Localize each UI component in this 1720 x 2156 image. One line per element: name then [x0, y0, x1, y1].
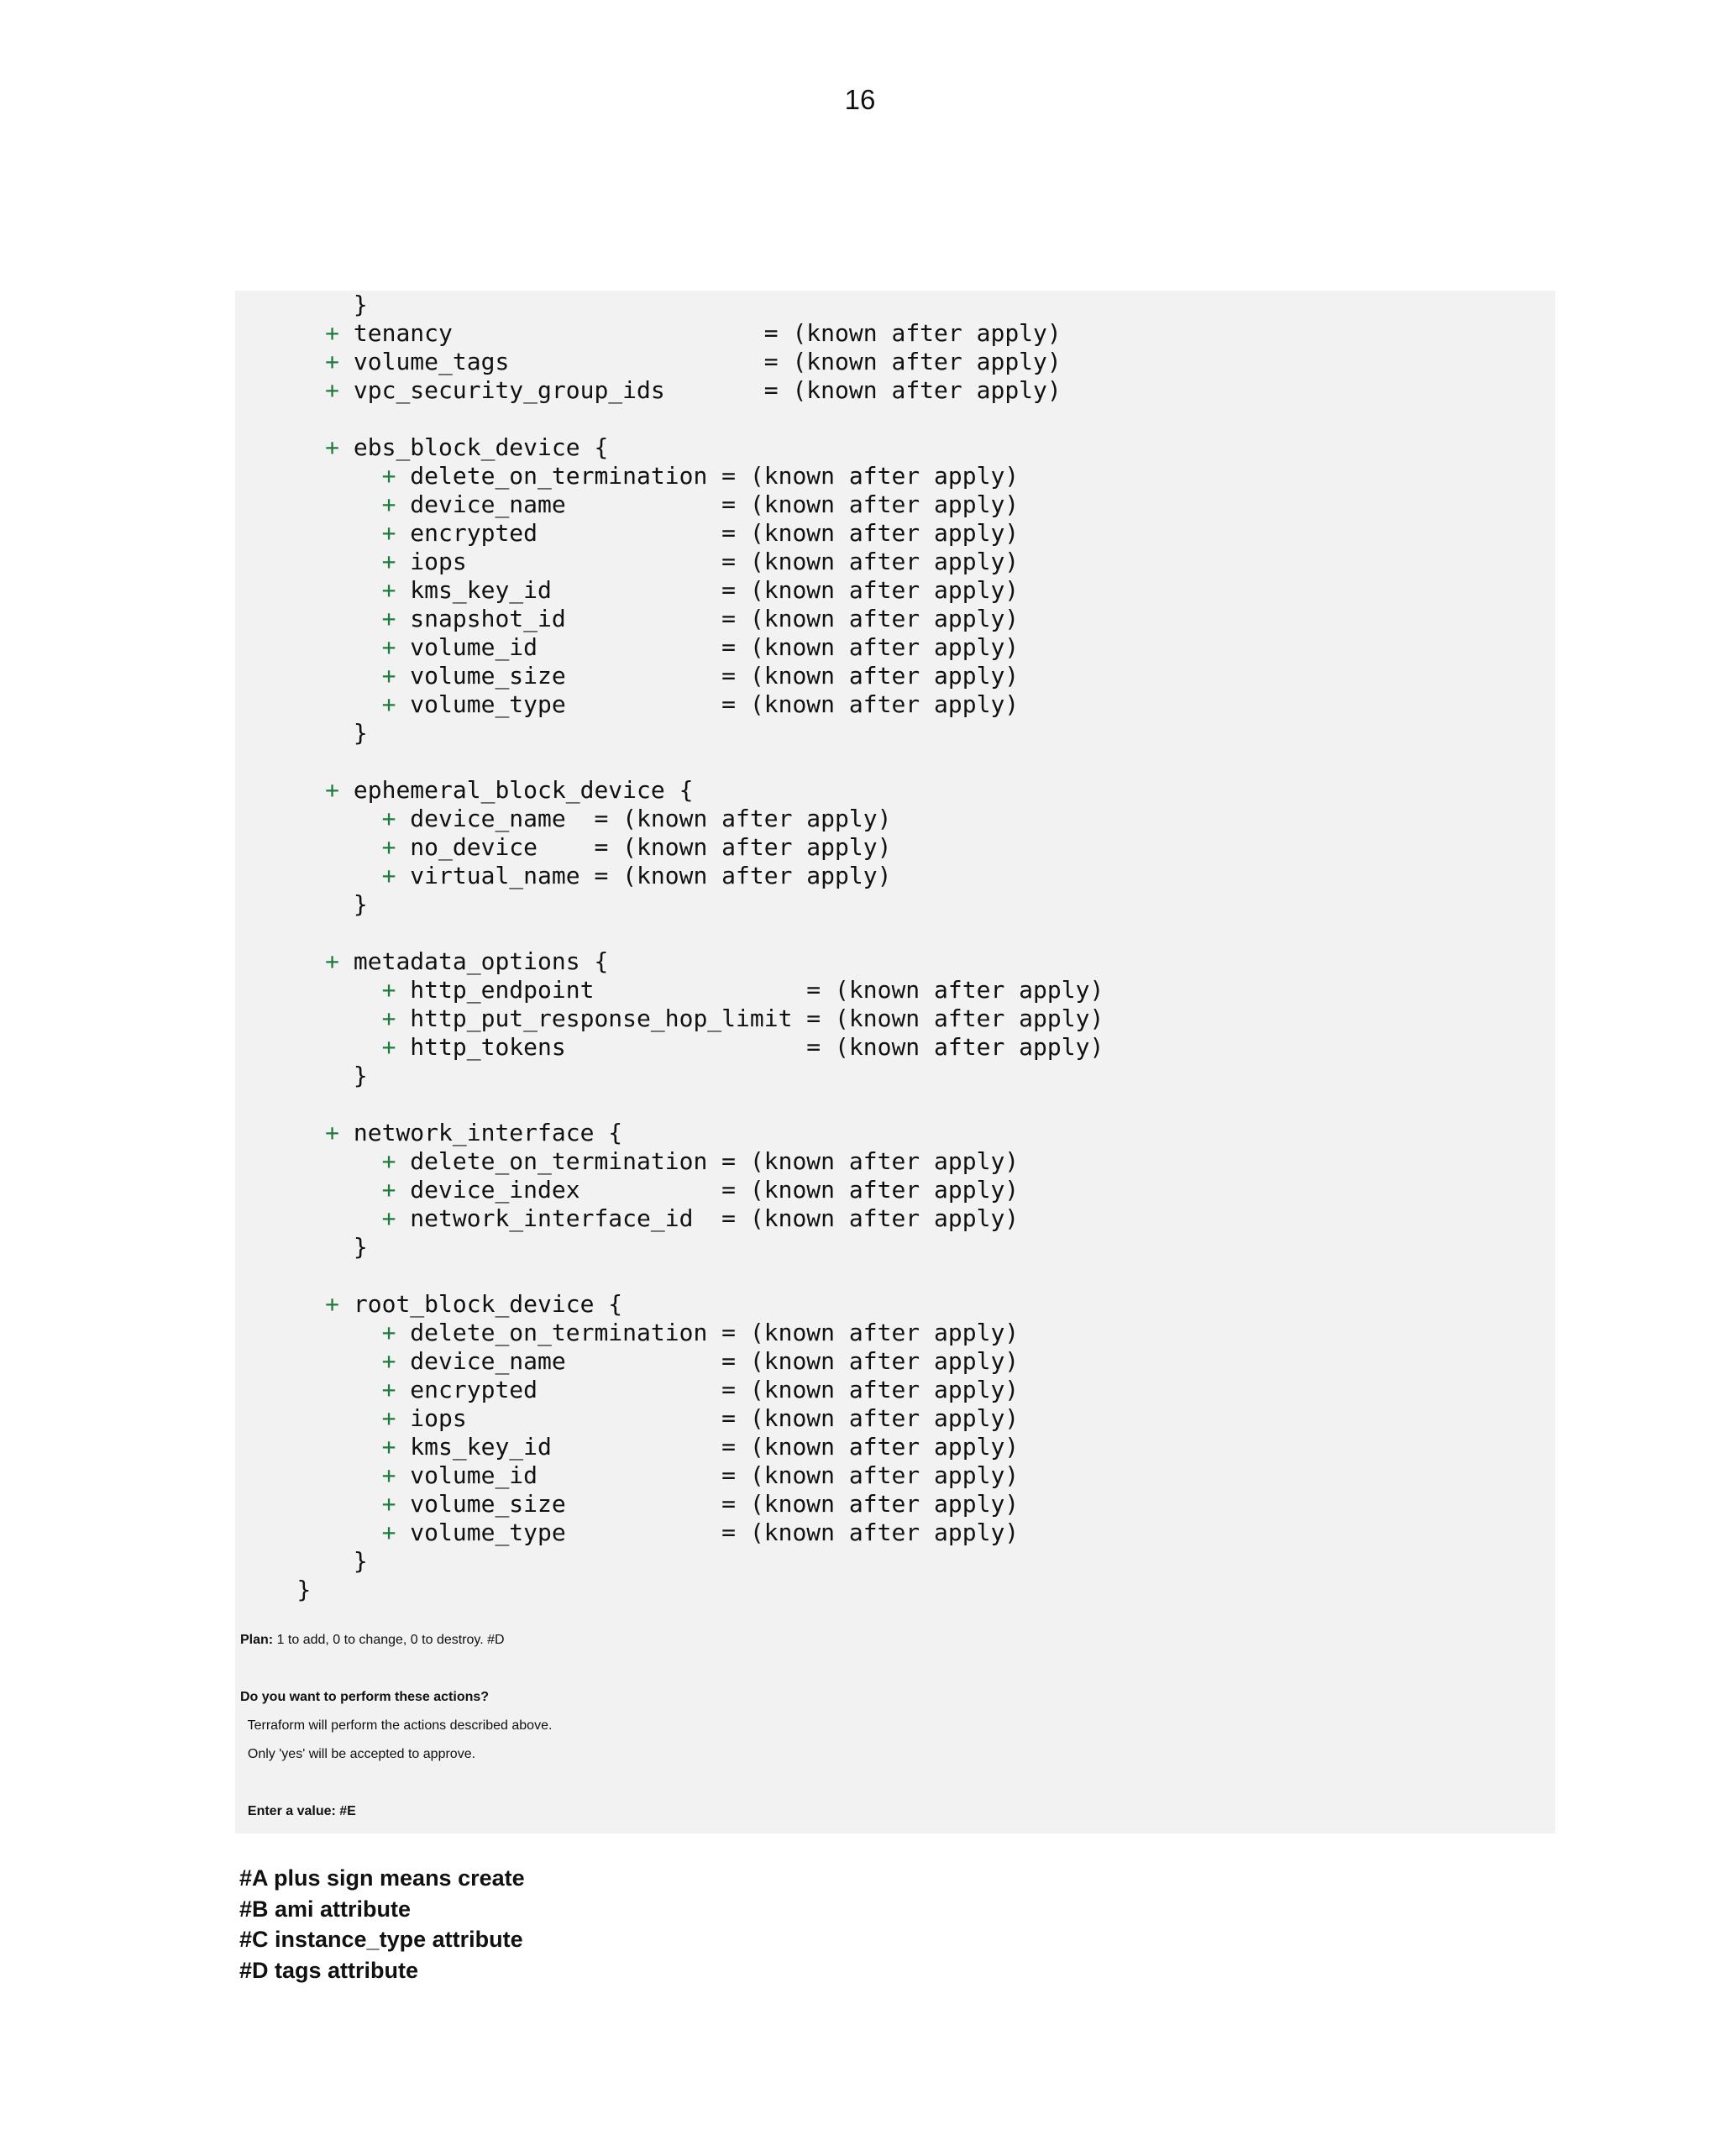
plus-sign: + [381, 605, 396, 632]
code-line [240, 605, 1555, 633]
code-line [240, 662, 1555, 690]
code-text: volume_size = (known after apply) [396, 1490, 1020, 1518]
code-line [240, 1033, 1555, 1062]
code-line [240, 1062, 1555, 1090]
confirm-question: Do you want to perform these actions? [240, 1690, 490, 1704]
plus-sign: + [381, 1147, 396, 1175]
plus-sign: + [381, 833, 396, 861]
code-text: delete_on_termination = (known after apply) [396, 462, 1020, 490]
plus-sign: + [325, 776, 340, 804]
plan-summary: 1 to add, 0 to change, 0 to destroy. #D [273, 1633, 505, 1647]
code-line [240, 490, 1555, 519]
code-line [240, 319, 1555, 348]
code-line [240, 1147, 1555, 1176]
blank-line [240, 405, 1555, 433]
plus-sign: + [381, 690, 396, 718]
plan-label: Plan: [240, 1633, 274, 1647]
plus-sign: + [325, 348, 340, 375]
plus-sign: + [381, 548, 396, 575]
plus-sign: + [381, 862, 396, 889]
code-text: } [296, 1576, 312, 1603]
code-line [240, 1233, 1555, 1262]
page-number: 16 [844, 84, 876, 115]
code-text: volume_type = (known after apply) [396, 690, 1020, 718]
plus-sign: + [381, 805, 396, 832]
code-line [240, 833, 1555, 862]
code-text: iops = (known after apply) [396, 548, 1020, 575]
code-line [240, 1005, 1555, 1033]
plus-sign: + [381, 1005, 396, 1032]
plus-sign: + [325, 319, 340, 347]
plus-sign: + [325, 1290, 340, 1318]
plus-sign: + [325, 433, 340, 461]
code-line [240, 633, 1555, 662]
code-text: snapshot_id = (known after apply) [396, 605, 1020, 632]
code-text: encrypted = (known after apply) [396, 1376, 1020, 1403]
plus-sign: + [381, 1519, 396, 1546]
code-text: iops = (known after apply) [396, 1404, 1020, 1432]
code-text: vpc_security_group_ids = (known after apply) [339, 376, 1062, 404]
code-text: } [353, 1062, 368, 1089]
plus-sign: + [325, 376, 340, 404]
code-line [240, 576, 1555, 605]
code-line [240, 1347, 1555, 1376]
plus-sign: + [381, 1461, 396, 1489]
blank-line [240, 1604, 1555, 1633]
plus-sign: + [381, 576, 396, 604]
code-text: http_put_response_hop_limit = (known after apply) [396, 1005, 1104, 1032]
plus-sign: + [381, 1433, 396, 1461]
code-line [240, 1319, 1555, 1347]
plus-sign: + [381, 976, 396, 1004]
code-line [240, 947, 1555, 976]
annotation-b: #B ami attribute [239, 1896, 412, 1922]
code-text: delete_on_termination = (known after apply) [396, 1319, 1020, 1346]
code-text: } [353, 890, 368, 918]
code-line [240, 690, 1555, 719]
plus-sign: + [381, 1033, 396, 1061]
code-line [240, 805, 1555, 833]
plus-sign: + [325, 947, 340, 975]
plus-sign: + [381, 662, 396, 690]
code-line [240, 1461, 1555, 1490]
code-line [240, 376, 1555, 405]
code-text: http_endpoint = (known after apply) [396, 976, 1104, 1004]
plus-sign: + [381, 1376, 396, 1403]
code-text: no_device = (known after apply) [396, 833, 892, 861]
code-line [240, 433, 1555, 462]
code-line [240, 1204, 1555, 1233]
code-text: root_block_device { [339, 1290, 623, 1318]
annotation-a: #A plus sign means create [239, 1865, 525, 1891]
code-line [240, 1433, 1555, 1461]
plus-sign: + [381, 490, 396, 518]
code-line [240, 1290, 1555, 1319]
blank-line [240, 919, 1555, 947]
plus-sign: + [381, 633, 396, 661]
blank-line [240, 1262, 1555, 1290]
code-line [240, 1404, 1555, 1433]
code-text: http_tokens = (known after apply) [396, 1033, 1104, 1061]
code-text: kms_key_id = (known after apply) [396, 1433, 1020, 1461]
code-line [240, 1547, 1555, 1576]
code-text: device_name = (known after apply) [396, 1347, 1020, 1375]
code-line [240, 1519, 1555, 1547]
plus-sign: + [381, 519, 396, 547]
code-text: volume_type = (known after apply) [396, 1519, 1020, 1546]
enter-value-prompt: Enter a value: #E [240, 1804, 356, 1818]
code-text: device_name = (known after apply) [396, 805, 892, 832]
code-line [240, 1176, 1555, 1204]
code-text: ebs_block_device { [339, 433, 609, 461]
code-text: device_name = (known after apply) [396, 490, 1020, 518]
blank-line [240, 748, 1555, 776]
code-text: } [353, 1547, 368, 1575]
code-text: volume_id = (known after apply) [396, 633, 1020, 661]
code-text: } [353, 291, 368, 318]
code-line [240, 1490, 1555, 1519]
code-line [240, 976, 1555, 1005]
code-line [240, 291, 1555, 319]
code-text: tenancy = (known after apply) [339, 319, 1062, 347]
plus-sign: + [381, 1404, 396, 1432]
code-text: encrypted = (known after apply) [396, 519, 1020, 547]
code-text: network_interface_id = (known after apply) [396, 1204, 1020, 1232]
code-text: ephemeral_block_device { [339, 776, 694, 804]
code-text: kms_key_id = (known after apply) [396, 576, 1020, 604]
code-text: metadata_options { [339, 947, 609, 975]
code-line [240, 348, 1555, 376]
code-line [240, 1576, 1555, 1604]
code-line [240, 719, 1555, 748]
plus-sign: + [381, 1319, 396, 1346]
code-text: device_index = (known after apply) [396, 1176, 1020, 1204]
code-text: virtual_name = (known after apply) [396, 862, 892, 889]
code-text: } [353, 1233, 368, 1261]
code-lines [240, 291, 1555, 1633]
code-line [240, 862, 1555, 890]
code-text: volume_tags = (known after apply) [339, 348, 1062, 375]
code-text: } [353, 719, 368, 747]
code-line [240, 1376, 1555, 1404]
code-line [240, 462, 1555, 490]
plus-sign: + [381, 462, 396, 490]
code-line [240, 1119, 1555, 1147]
blank-line [240, 1090, 1555, 1119]
code-text: network_interface { [339, 1119, 623, 1146]
confirm-info-line-1: Terraform will perform the actions described above. [240, 1718, 553, 1733]
plus-sign: + [325, 1119, 340, 1146]
code-text: volume_id = (known after apply) [396, 1461, 1020, 1489]
blank-line [240, 1776, 1555, 1804]
code-line [240, 776, 1555, 805]
code-text: volume_size = (known after apply) [396, 662, 1020, 690]
plus-sign: + [381, 1347, 396, 1375]
plan-summary-line [240, 1633, 1555, 1661]
plus-sign: + [381, 1176, 396, 1204]
blank-line [240, 1661, 1555, 1690]
code-annotations [239, 1863, 525, 1986]
annotation-d: #D tags attribute [239, 1957, 419, 1983]
code-text: delete_on_termination = (known after apply) [396, 1147, 1020, 1175]
plus-sign: + [381, 1204, 396, 1232]
code-line [240, 890, 1555, 919]
code-line [240, 548, 1555, 576]
terraform-plan-output [235, 291, 1555, 1833]
annotation-c: #C instance_type attribute [239, 1927, 523, 1952]
code-line [240, 519, 1555, 548]
confirm-info-line-2: Only 'yes' will be accepted to approve. [240, 1747, 476, 1761]
plus-sign: + [381, 1490, 396, 1518]
